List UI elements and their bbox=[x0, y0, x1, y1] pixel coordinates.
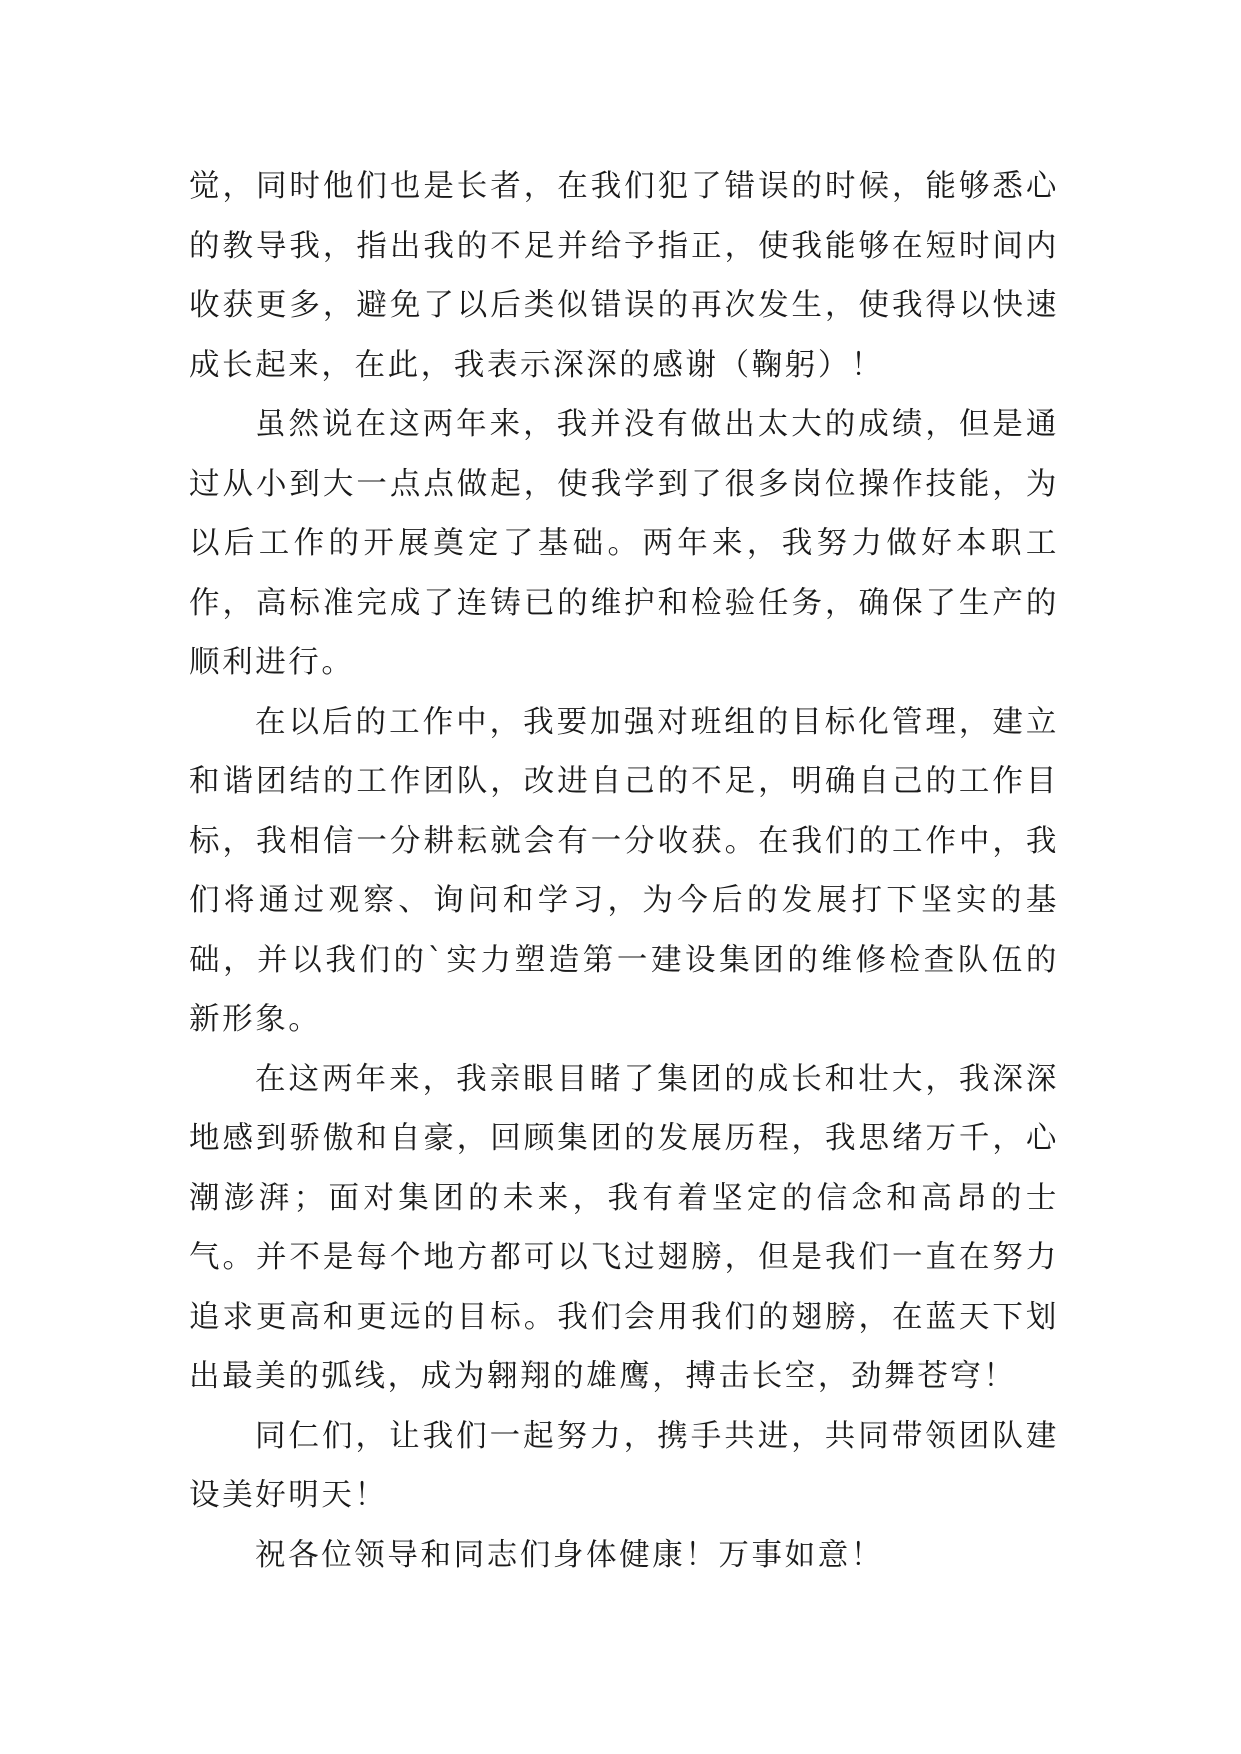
paragraph: 虽然说在这两年来，我并没有做出太大的成绩，但是通过从小到大一点点做起，使我学到了很多岗位操作技能，为以后工作的开展奠定了基础。两年来，我努力做好本职工作，高标准完成了连铸已的维护和检验任务，确保了生产的顺利进行。 bbox=[189, 407, 1059, 680]
paragraph: 在这两年来，我亲眼目睹了集团的成长和壮大，我深深地感到骄傲和自豪，回顾集团的发展历程，我思绪万千，心潮澎湃；面对集团的未来，我有着坚定的信念和高昂的士气。并不是每个地方都可以飞过翅膀，但是我们一直在努力追求更高和更远的目标。我们会用我们的翅膀，在蓝天下划出最美的弧线，成为翱翔的雄鹰，搏击长空，劲舞苍穹！ bbox=[189, 1061, 1059, 1394]
paragraph-continuation: 觉，同时他们也是长者，在我们犯了错误的时候，能够悉心的教导我，指出我的不足并给予指正，使我能够在短时间内收获更多，避免了以后类似错误的再次发生，使我得以快速成长起来，在此，我表示深深的感谢（鞠躬）！ bbox=[189, 169, 1059, 383]
paragraph: 在以后的工作中，我要加强对班组的目标化管理，建立和谐团结的工作团队，改进自己的不足，明确自己的工作目标，我相信一分耕耘就会有一分收获。在我们的工作中，我们将通过观察、询问和学习，为今后的发展打下坚实的基础，并以我们的`实力塑造第一建设集团的维修检查队伍的新形象。 bbox=[189, 704, 1059, 1037]
document-body bbox=[189, 157, 1059, 1585]
paragraph: 同仁们，让我们一起努力，携手共进，共同带领团队建设美好明天！ bbox=[189, 1418, 1059, 1513]
paragraph: 祝各位领导和同志们身体健康！万事如意！ bbox=[255, 1537, 884, 1573]
